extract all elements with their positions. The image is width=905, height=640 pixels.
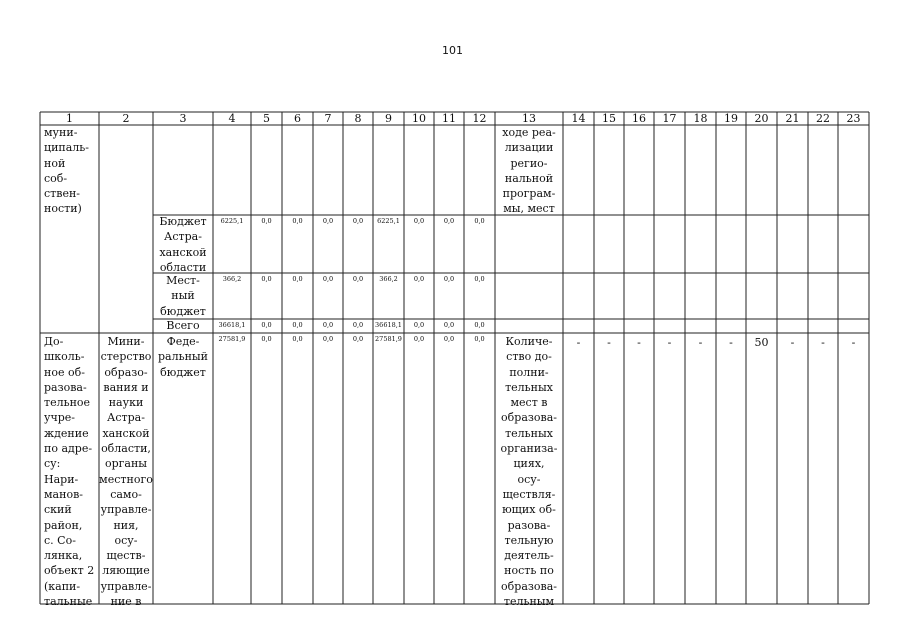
value-row_total-col4: 36618,1 [218,321,246,329]
value-object-col4: 27581,9 [218,335,246,343]
value-object-col10: 0,0 [413,335,425,343]
column-header-10: 10 [412,112,426,125]
row1-col1-text: муни- ципаль- ной соб- ствен- ности) [44,126,89,216]
object-col2-text: Мини- стерство образо- вания и науки Астра- ханской области, органы местного само- управле- ния, осу- ществ- ляющие управле- ние в [99,335,153,609]
column-header-4: 4 [228,112,236,125]
column-header-8: 8 [354,112,362,125]
row1-col13-text: ходе реа- лизации регио- нальной програм- мы, мест [502,126,556,216]
value-row_budget-col4: 6225,1 [220,217,244,225]
value-row_local-col4: 366,2 [222,275,242,283]
value-object-col6: 0,0 [292,335,303,343]
value-row_budget-col11: 0,0 [443,217,455,225]
value-row_local-col5: 0,0 [261,275,272,283]
object-col3-text: Феде- ральный бюджет [158,335,208,379]
value-row_total-col12: 0,0 [474,321,485,329]
column-header-11: 11 [442,112,456,125]
column-header-7: 7 [324,112,332,125]
value-object-col12: 0,0 [474,335,485,343]
indicator-col23: - [851,336,856,349]
value-row_budget-col5: 0,0 [261,217,272,225]
object-col13-text: Количе- ство до- полни- тельных мест в образова- тельных организа- циях, осу- ществля- ющих об- разова- тельную деятель- ность по образова- тельным [500,335,558,609]
column-header-14: 14 [571,112,586,125]
value-row_local-col10: 0,0 [413,275,425,283]
row-label-row_budget: Бюджет Астра- ханской области [159,215,207,274]
column-header-9: 9 [385,112,392,125]
value-row_budget-col8: 0,0 [352,217,364,225]
column-header-1: 1 [66,112,73,125]
value-row_total-col5: 0,0 [261,321,272,329]
column-header-20: 20 [754,112,769,125]
value-row_local-col12: 0,0 [474,275,485,283]
column-header-19: 19 [724,112,738,125]
column-header-22: 22 [816,112,830,125]
value-row_local-col9: 366,2 [379,275,398,283]
page-number: 101 [442,44,463,57]
indicator-col14: - [576,336,581,349]
value-row_budget-col10: 0,0 [413,217,425,225]
column-header-12: 12 [472,112,487,125]
value-row_local-col7: 0,0 [322,275,334,283]
value-object-col9: 27581,9 [375,335,402,343]
indicator-col17: - [667,336,672,349]
value-row_total-col6: 0,0 [292,321,303,329]
indicator-col15: - [607,336,611,349]
value-row_total-col11: 0,0 [443,321,455,329]
column-header-18: 18 [693,112,708,125]
value-row_local-col8: 0,0 [352,275,364,283]
column-header-2: 2 [122,112,130,125]
indicator-col19: - [729,336,733,349]
value-row_total-col9: 36618,1 [375,321,402,329]
row-label-row_local: Мест- ный бюджет [160,274,206,318]
value-row_total-col7: 0,0 [322,321,334,329]
value-row_budget-col7: 0,0 [322,217,334,225]
indicator-col16: - [637,336,641,349]
value-row_budget-col6: 0,0 [292,217,303,225]
column-header-15: 15 [602,112,616,125]
indicator-col22: - [821,336,825,349]
column-header-23: 23 [846,112,861,125]
column-header-16: 16 [632,112,646,125]
column-header-17: 17 [662,112,677,125]
column-header-21: 21 [785,112,800,125]
value-row_budget-col12: 0,0 [474,217,485,225]
object-col1-text: До- школь- ное об- разова- тельное учре- ждение по адре- су: Нари- манов- ский район, с. Со- лянка, объект 2 (капи- тальные [44,335,95,609]
value-object-col8: 0,0 [352,335,364,343]
indicator-col18: - [698,336,703,349]
indicator-col21: - [790,336,795,349]
column-header-13: 13 [522,112,536,125]
row-label-row_total: Всего [166,319,200,332]
value-object-col5: 0,0 [261,335,272,343]
column-header-6: 6 [294,112,301,125]
column-header-3: 3 [179,112,187,125]
value-row_total-col8: 0,0 [352,321,364,329]
value-object-col7: 0,0 [322,335,334,343]
column-header-5: 5 [263,112,270,125]
value-row_local-col6: 0,0 [292,275,303,283]
value-object-col11: 0,0 [443,335,455,343]
value-row_total-col10: 0,0 [413,321,425,329]
value-row_local-col11: 0,0 [443,275,455,283]
value-row_budget-col9: 6225,1 [377,217,400,225]
indicator-col20: 50 [754,336,769,349]
